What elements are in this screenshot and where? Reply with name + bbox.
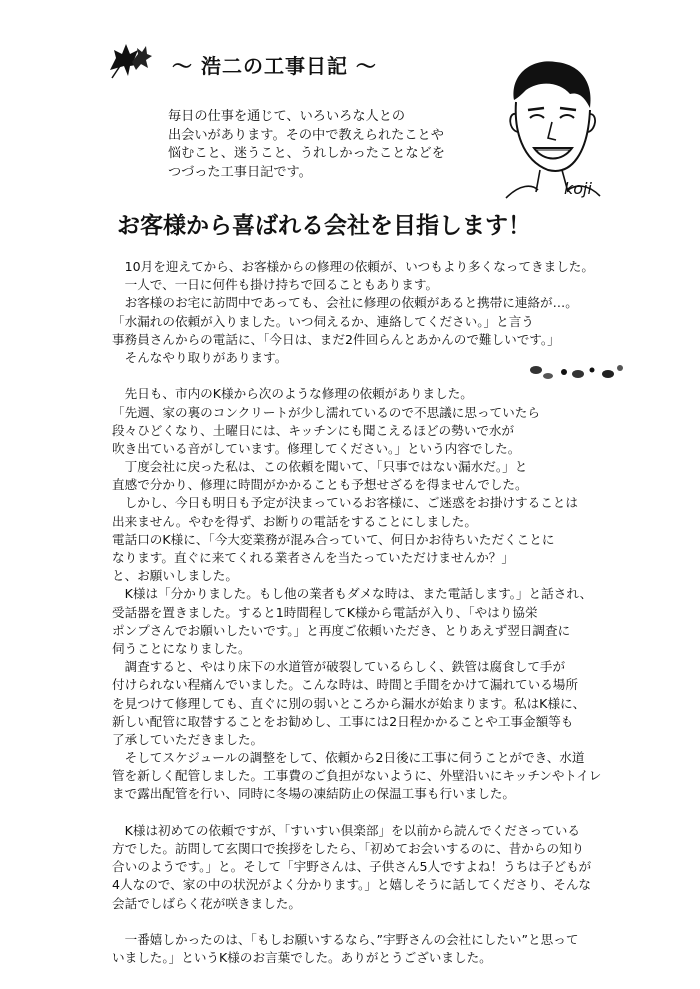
text-line: お客様のお宅に訪問中であっても、会社に修理の依頼があると携帯に連絡が…。 [112, 295, 578, 311]
text-line: 4人なので、家の中の状況がよく分かります。」と嬉しそうに話してくださり、そんな [112, 877, 592, 893]
text-line: 一人で、一日に何件も掛け持ちで回ることもあります。 [112, 277, 439, 293]
text-line: 調査すると、やはり床下の水道管が破裂しているらしく、鉄管は腐食して手が [112, 659, 566, 675]
paragraph [112, 258, 632, 367]
text-line: いました。」というK様のお言葉でした。ありがとうございました。 [112, 950, 492, 966]
text-line: 受話器を置きました。すると1時間程してK様から電話が入り、「やはり協栄 [112, 604, 538, 620]
text-line: 丁度会社に戻った私は、この依頼を聞いて、「只事ではない漏水だ。」と [112, 459, 528, 475]
text-line: と、お願いしました。 [112, 568, 238, 584]
text-line: 合いのようです。」と。そして「宇野さんは、子供さん5人ですよね！うちは子どもが [112, 859, 592, 875]
text-line: を見つけて修理しても、直ぐに別の弱いところから漏水が始まります。私はK様に、 [112, 695, 586, 711]
text-line: 事務員さんからの電話に、「今日は、まだ2件回らんとあかんので難しいです。」 [112, 331, 560, 347]
text-line: 「先週、家の裏のコンクリートが少し濡れているので不思議に思っていたら [112, 404, 540, 420]
paragraph [112, 931, 632, 967]
text-line: なります。直ぐに来てくれる業者さんを当たっていただけませんか？」 [112, 550, 514, 565]
text-line: しかし、今日も明日も予定が決まっているお客様に、ご迷惑をお掛けすることは [112, 495, 578, 511]
intro-text [168, 108, 488, 182]
diary-title: ～ 浩二の工事日記 ～ [172, 54, 377, 78]
text-line: ポンプさんでお願いしたいです。」と再度ご依頼いただき、とりあえず翌日調査に [112, 622, 571, 638]
portrait-signature: koji [564, 179, 592, 198]
text-line: 了承していただきました。 [112, 731, 264, 747]
text-line: 吹き出ている音がしています。修理してください。」という内容でした。 [112, 440, 521, 456]
text-line: 方でした。訪問して玄関口で挨拶をしたら、「初めてお会いするのに、昔からの知り [112, 841, 585, 856]
maple-leaves-icon [106, 40, 152, 80]
text-line: 管を新しく配管しました。工事費のご負担がないように、外壁沿いにキッチンやトイレ [112, 768, 602, 784]
text-line: 伺うことになりました。 [112, 640, 251, 656]
text-line: K様は「分かりました。もし他の業者もダメな時は、また電話します。」と話され、 [112, 586, 593, 602]
paragraph [112, 385, 632, 803]
text-line: 段々ひどくなり、土曜日には、キッチンにも聞こえるほどの勢いで水が [112, 422, 515, 438]
text-line: 会話でしばらく花が咲きました。 [112, 895, 301, 911]
text-line: 電話口のK様に、「今大変業務が混み合っていて、何日かお待ちいただくことに [112, 531, 555, 547]
text-line: そんなやり取りがあります。 [112, 349, 288, 365]
intro-line: 毎日の仕事を通じて、いろいろな人との [168, 109, 406, 124]
text-line: 出来ません。やむを得ず、お断りの電話をすることにしました。 [112, 513, 477, 529]
intro-line: つづった工事日記です。 [168, 164, 312, 180]
text-line: 「水漏れの依頼が入りました。いつ伺えるか、連絡してください。」と言う [112, 313, 534, 329]
intro-line: 悩むこと、迷うこと、うれしかったことなどを [168, 146, 445, 161]
article-body [112, 258, 632, 967]
text-line: K様は初めての依頼ですが、「すいすい倶楽部」を以前から読んでくださっている [112, 822, 580, 838]
text-line: 10月を迎えてから、お客様からの修理の依頼が、いつもより多くなってきました。 [112, 259, 594, 274]
article-headline: お客様から喜ばれる会社を目指します！ [117, 213, 531, 239]
smiling-face-sketch-icon [496, 52, 608, 202]
text-line: そしてスケジュールの調整をして、依頼から2日後に工事に伺うことができ、水道 [112, 750, 585, 766]
text-line: 先日も、市内のK様から次のような修理の依頼がありました。 [112, 386, 473, 402]
paragraph [112, 822, 632, 913]
text-line: 付けられない程痛んでいました。こんな時は、時間と手間をかけて漏れている場所 [112, 677, 578, 693]
text-line: 直感で分かり、修理に時間がかかることも予想せざるを得ませんでした。 [112, 477, 528, 493]
intro-line: 出会いがあります。その中で教えられたことや [168, 127, 444, 143]
text-line: 新しい配管に取替することをお勧めし、工事には2日程かかることや工事金額等も [112, 713, 574, 729]
text-line: 一番嬉しかったのは、「もしお願いするなら、”宇野さんの会社にしたい”と思って [112, 931, 579, 947]
text-line: まで露出配管を行い、同時に冬場の凍結防止の保温工事も行いました。 [112, 786, 515, 802]
